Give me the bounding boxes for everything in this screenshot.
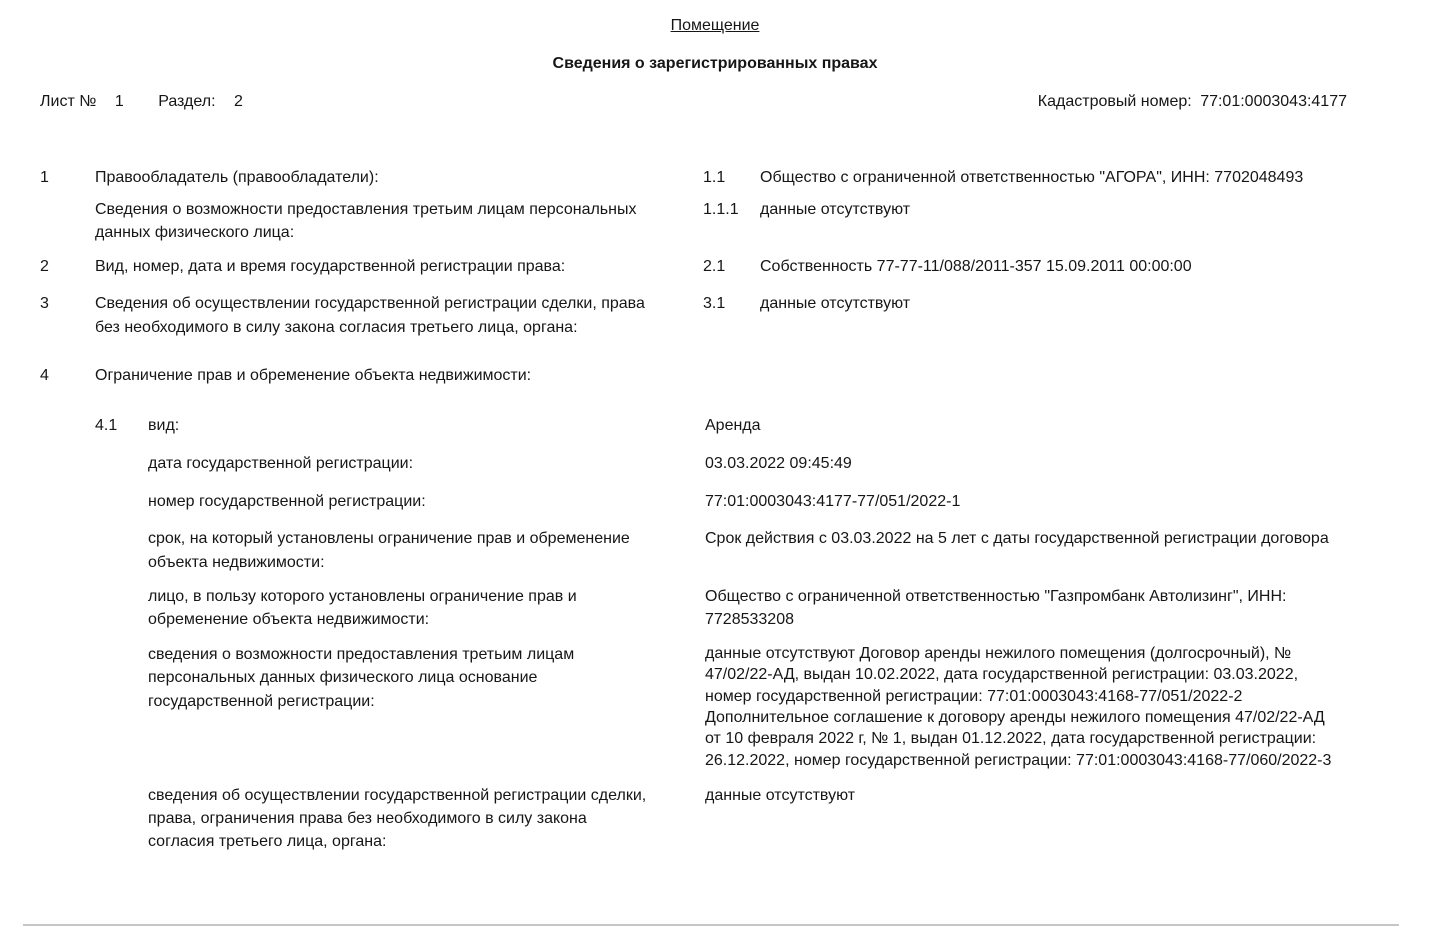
row-subnumber [95,585,148,631]
row-value: 03.03.2022 09:45:49 [705,455,852,473]
row-subnumber [95,643,148,771]
table-subrow [40,527,1345,573]
row-label: лицо, в пользу которого установлены ограничение прав и обременение объекта недвижимости: [148,587,577,628]
row-value: данные отсутствуют [760,200,911,218]
page-title: Помещение [670,17,760,34]
row-label: Правообладатель (правообладатели): [95,168,379,186]
row-subnumber [95,452,148,475]
table-row [40,255,1345,278]
row-number: 3 [40,295,49,313]
row-label: Ограничение прав и обременение объекта недвижимости: [95,366,532,384]
meta-row [0,90,1430,113]
row-spacer [40,585,95,631]
row-spacer [40,414,95,437]
row-number: 1 [40,168,49,186]
sheet-section-info [40,90,243,113]
table-subrow [40,784,1345,854]
row-label: Сведения об осуществлении государственной регистрации сделки, права без необходимого в силу закона согласия третьего лица, органа: [95,295,645,336]
row-number: 2 [40,258,49,276]
row-value: 77:01:0003043:4177-77/051/2022-1 [705,493,961,511]
cadastral-info [1038,90,1347,113]
row-label: Сведения о возможности предоставления третьим лицам персональных данных физического лица: [95,200,637,241]
table-row [40,292,1345,338]
cadastral-label: Кадастровый номер: [1037,93,1192,111]
row-label: сведения о возможности предоставления третьим лицам персональных данных физического лица основание государственной регистрации: [148,646,575,710]
row-subnumber [95,527,148,573]
cadastral-number: 77:01:0003043:4177 [1200,93,1347,111]
page-bottom-divider [23,924,1399,926]
table-subrow [40,452,1345,475]
page-subtitle: Сведения о зарегистрированных правах [552,55,878,73]
row-value [760,364,1345,387]
row-label: дата государственной регистрации: [148,455,414,473]
row-subnumber: 4.1 [95,416,118,434]
table-subrow [40,414,1345,437]
row-value: данные отсутствуют [705,786,856,804]
row-label: сведения об осуществлении государственной регистрации сделки, права, ограничения права без необходимого в силу закона согласия третьего лица, органа: [148,786,647,851]
sheet-number: 1 [114,93,124,111]
row-value: Общество с ограниченной ответственностью "Газпромбанк Автолизинг", ИНН: 7728533208 [705,587,1287,628]
row-spacer [40,490,95,513]
row-label: вид: [148,416,180,434]
row-spacer [40,643,95,771]
row-subnumber [703,364,760,387]
row-label: номер государственной регистрации: [148,493,426,511]
table-subrow [40,643,1345,771]
row-label: срок, на который установлены ограничение прав и обременение объекта недвижимости: [148,530,630,571]
row-number: 4 [40,366,49,384]
row-spacer [40,784,95,854]
table-row [40,364,1345,387]
section-number: 2 [233,93,243,111]
row-spacer [40,452,95,475]
row-value: Общество с ограниченной ответственностью "АГОРА", ИНН: 7702048493 [760,168,1304,186]
row-value: Срок действия с 03.03.2022 на 5 лет с даты государственной регистрации договора [705,530,1329,548]
row-subnumber [95,490,148,513]
row-value: данные отсутствуют [760,295,911,313]
row-number [40,198,95,244]
row-label: Вид, номер, дата и время государственной регистрации права: [95,258,566,276]
row-subnumber: 2.1 [703,258,726,276]
row-value: данные отсутствуют Договор аренды нежилого помещения (долгосрочный), № 47/02/22-АД, выдан 10.02.2022, дата государственной регистрации: 03.03.2022, номер государственной регистрации: 77:01:0003043:4168-77/051/2022-2 Дополнительное соглашение к договору аренды нежилого помещения 47/02/22-АД от 10 февраля 2022 г, № 1, выдан 01.12.2022, дата государственной регистрации: 26.12.2022, номер государственной регистрации: 77:01:0003043:4168-77/060/2022-3 [705,645,1332,769]
row-spacer [40,527,95,573]
table-row [40,198,1345,244]
section-label: Раздел: [158,93,216,111]
sheet-label: Лист № [40,93,97,111]
row-value: Аренда [705,416,761,434]
table-row [40,166,1345,189]
table-subrow [40,585,1345,631]
row-value: Собственность 77-77-11/088/2011-357 15.09.2011 00:00:00 [760,258,1192,276]
table-subrow [40,490,1345,513]
row-subnumber: 1.1.1 [703,200,739,218]
row-subnumber: 1.1 [703,168,726,186]
row-subnumber [95,784,148,854]
rights-table [0,166,1430,854]
row-subnumber: 3.1 [703,295,726,313]
